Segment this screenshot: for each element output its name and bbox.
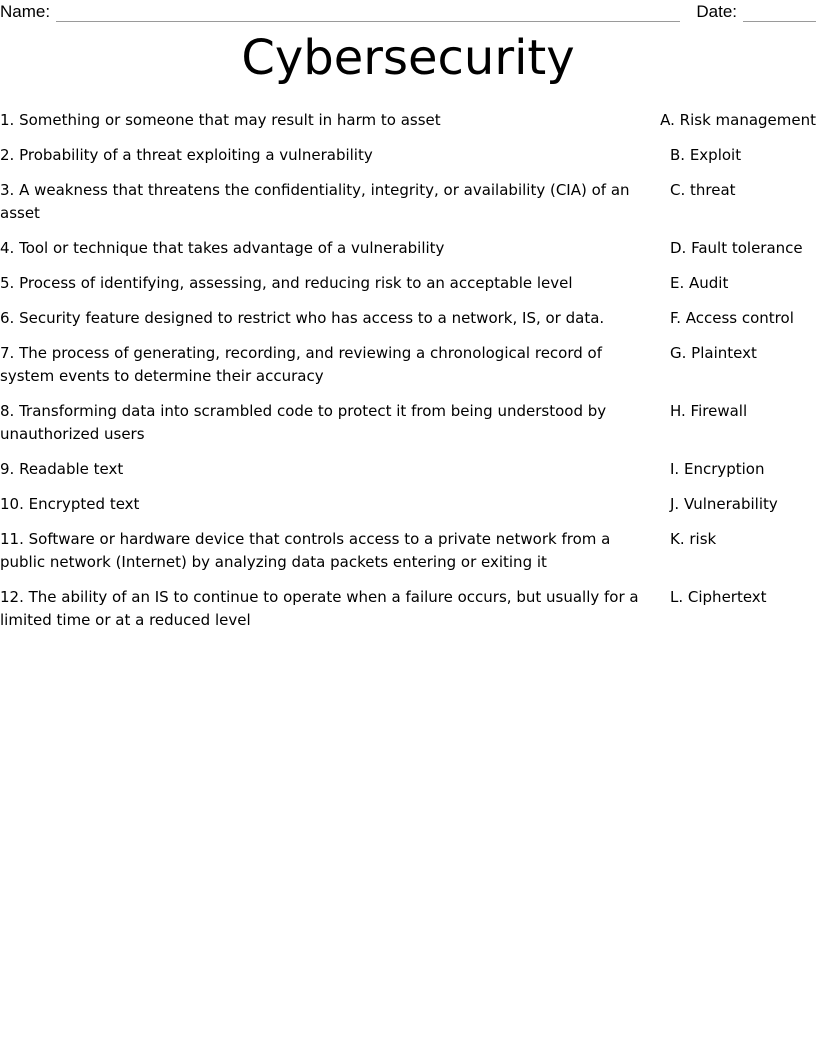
question-item: 9. Readable text (0, 460, 124, 478)
name-fill-line[interactable] (56, 4, 680, 22)
question-item: 2. Probability of a threat exploiting a vulnerability (0, 146, 373, 164)
date-label: Date: (696, 2, 737, 21)
question-item: 10. Encrypted text (0, 495, 140, 513)
question-item: 1. Something or someone that may result in harm to asset (0, 111, 441, 129)
question-item: 11. Software or hardware device that controls access to a private network from a public network (Internet) by analyzing data packets entering or exiting it (0, 530, 611, 571)
answer-item: C. threat (670, 181, 736, 199)
header (0, 0, 816, 22)
matching-row (0, 144, 816, 167)
question-item: 7. The process of generating, recording, and reviewing a chronological record of system events to determine their accuracy (0, 344, 603, 385)
name-label: Name: (0, 2, 51, 21)
question-item: 8. Transforming data into scrambled code to protect it from being understood by unauthorized users (0, 402, 607, 443)
answer-item: J. Vulnerability (670, 495, 778, 513)
answer-item: B. Exploit (670, 146, 742, 164)
answer-item: F. Access control (670, 309, 794, 327)
answer-item: K. risk (670, 530, 717, 548)
date-fill-line[interactable] (743, 4, 816, 22)
matching-row (0, 272, 816, 295)
matching-list (0, 109, 816, 632)
matching-row (0, 179, 816, 225)
question-item: 6. Security feature designed to restrict who has access to a network, IS, or data. (0, 309, 605, 327)
answer-item: I. Encryption (670, 460, 765, 478)
answer-item: H. Firewall (670, 402, 748, 420)
matching-row (0, 307, 816, 330)
question-item: 3. A weakness that threatens the confidentiality, integrity, or availability (CIA) of an asset (0, 181, 630, 222)
matching-row (0, 493, 816, 516)
matching-row (0, 400, 816, 446)
answer-item: L. Ciphertext (670, 588, 767, 606)
matching-row (0, 109, 816, 132)
page-title: Cybersecurity (241, 30, 575, 86)
question-item: 4. Tool or technique that takes advantage of a vulnerability (0, 239, 445, 257)
question-item: 12. The ability of an IS to continue to operate when a failure occurs, but usually for a limited time or at a reduced level (0, 588, 639, 629)
answer-item: A. Risk management (660, 111, 816, 129)
matching-row (0, 237, 816, 260)
matching-row (0, 528, 816, 574)
matching-row (0, 342, 816, 388)
question-item: 5. Process of identifying, assessing, and reducing risk to an acceptable level (0, 274, 573, 292)
answer-item: G. Plaintext (670, 344, 757, 362)
matching-row (0, 458, 816, 481)
answer-item: E. Audit (670, 274, 729, 292)
matching-row (0, 586, 816, 632)
answer-item: D. Fault tolerance (670, 239, 803, 257)
